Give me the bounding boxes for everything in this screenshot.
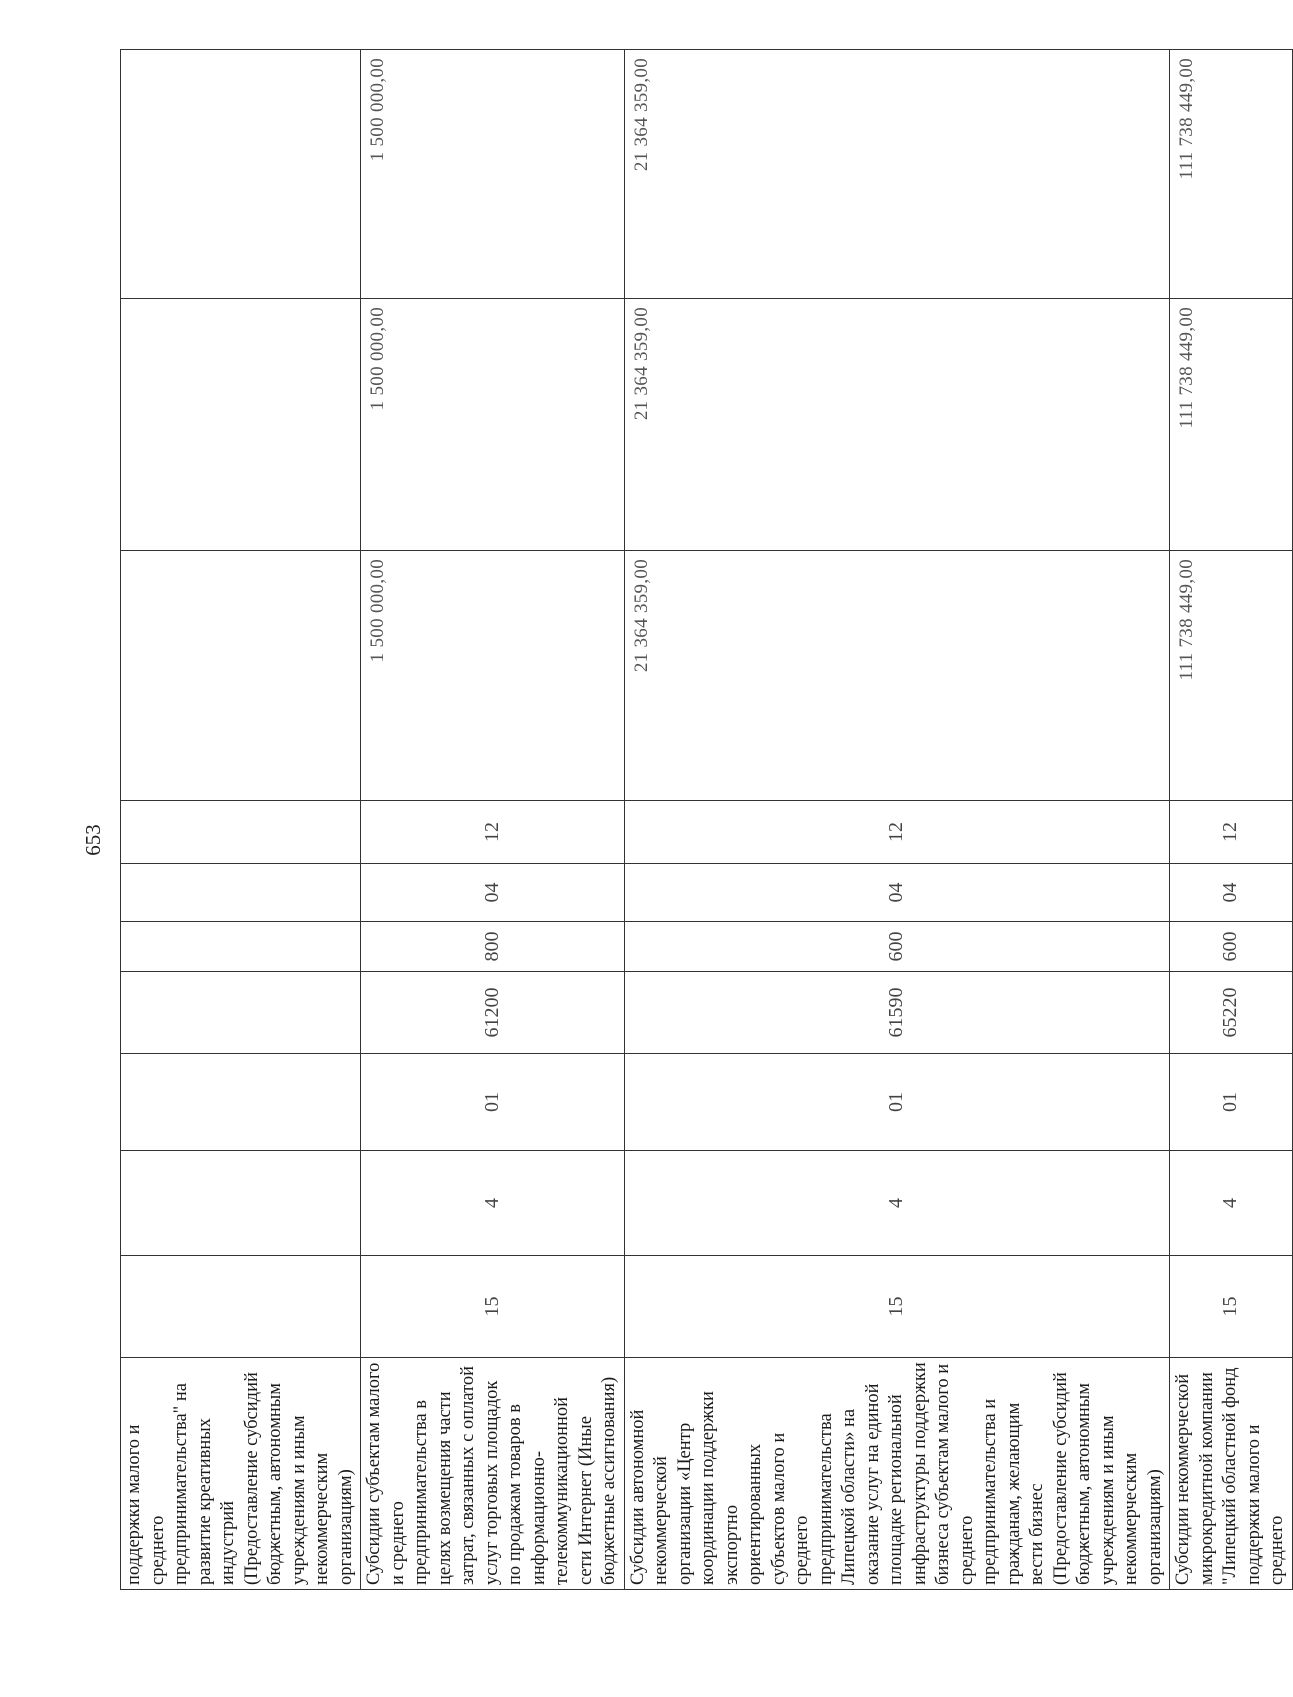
table-row (121, 50, 361, 1590)
table-row (624, 50, 1170, 1590)
cell-expense-type: 800 (361, 922, 625, 972)
budget-table (120, 49, 1293, 1590)
cell-amount-2: 21 364 359,00 (624, 299, 1170, 551)
cell-main-event: 01 (1170, 1054, 1293, 1151)
cell-program: 15 (624, 1256, 1170, 1358)
table-row (361, 50, 625, 1590)
cell-subsection: 12 (361, 801, 625, 864)
cell-expense-type: 600 (1170, 922, 1293, 972)
cell-amount-3: 21 364 359,00 (624, 50, 1170, 299)
cell-direction: 65220 (1170, 972, 1293, 1054)
row-description: поддержки малого и среднего предпринимательства" на развитие креативных индустрий (Предоставление субсидий бюджетным, автономным учреждениям и иным некоммерческим организациям) (121, 1358, 361, 1590)
cell-amount-2: 111 738 449,00 (1170, 299, 1293, 551)
cell-amount-3 (121, 50, 361, 299)
cell-subprogram: 4 (361, 1151, 625, 1256)
cell-amount-1: 1 500 000,00 (361, 551, 625, 801)
cell-expense-type (121, 922, 361, 972)
row-description: Субсидии субъектам малого и среднего предпринимательства в целях возмещения части затрат, связанных с оплатой услуг торговых площадок по продажам товаров в информационно-телекоммуникационной сети Интернет (Иные бюджетные ассигнования) (361, 1358, 625, 1590)
page-number: 653 (81, 824, 105, 856)
cell-amount-3: 111 738 449,00 (1170, 50, 1293, 299)
cell-program: 15 (1170, 1256, 1293, 1358)
rotated-table-frame (120, 50, 1287, 1590)
row-description: Субсидии некоммерческой микрокредитной компании "Липецкий областной фонд поддержки малого и среднего (1170, 1358, 1293, 1590)
cell-main-event: 01 (361, 1054, 625, 1151)
cell-section: 04 (624, 864, 1170, 922)
cell-direction (121, 972, 361, 1054)
table-container (120, 50, 1287, 1590)
cell-direction: 61590 (624, 972, 1170, 1054)
cell-amount-1 (121, 551, 361, 801)
cell-subprogram: 4 (1170, 1151, 1293, 1256)
cell-main-event (121, 1054, 361, 1151)
cell-amount-2 (121, 299, 361, 551)
cell-subsection (121, 801, 361, 864)
cell-program: 15 (361, 1256, 625, 1358)
cell-section: 04 (1170, 864, 1293, 922)
cell-section: 04 (361, 864, 625, 922)
cell-subsection: 12 (624, 801, 1170, 864)
cell-subprogram: 4 (624, 1151, 1170, 1256)
cell-program (121, 1256, 361, 1358)
cell-subprogram (121, 1151, 361, 1256)
cell-main-event: 01 (624, 1054, 1170, 1151)
cell-direction: 61200 (361, 972, 625, 1054)
cell-amount-2: 1 500 000,00 (361, 299, 625, 551)
cell-amount-3: 1 500 000,00 (361, 50, 625, 299)
row-description: Субсидии автономной некоммерческой организации «Центр координации поддержки экспортно ориентированных субъектов малого и среднего предпринимательства Липецкой области» на оказание услуг на единой площадке региональной инфраструктуры поддержки бизнеса субъектам малого и среднего предпринимательства и гражданам, желающим вести бизнес (Предоставление субсидий бюджетным, автономным учреждениям и иным некоммерческим организациям) (624, 1358, 1170, 1590)
cell-amount-1: 111 738 449,00 (1170, 551, 1293, 801)
cell-amount-1: 21 364 359,00 (624, 551, 1170, 801)
cell-section (121, 864, 361, 922)
cell-subsection: 12 (1170, 801, 1293, 864)
table-row (1170, 50, 1293, 1590)
cell-expense-type: 600 (624, 922, 1170, 972)
